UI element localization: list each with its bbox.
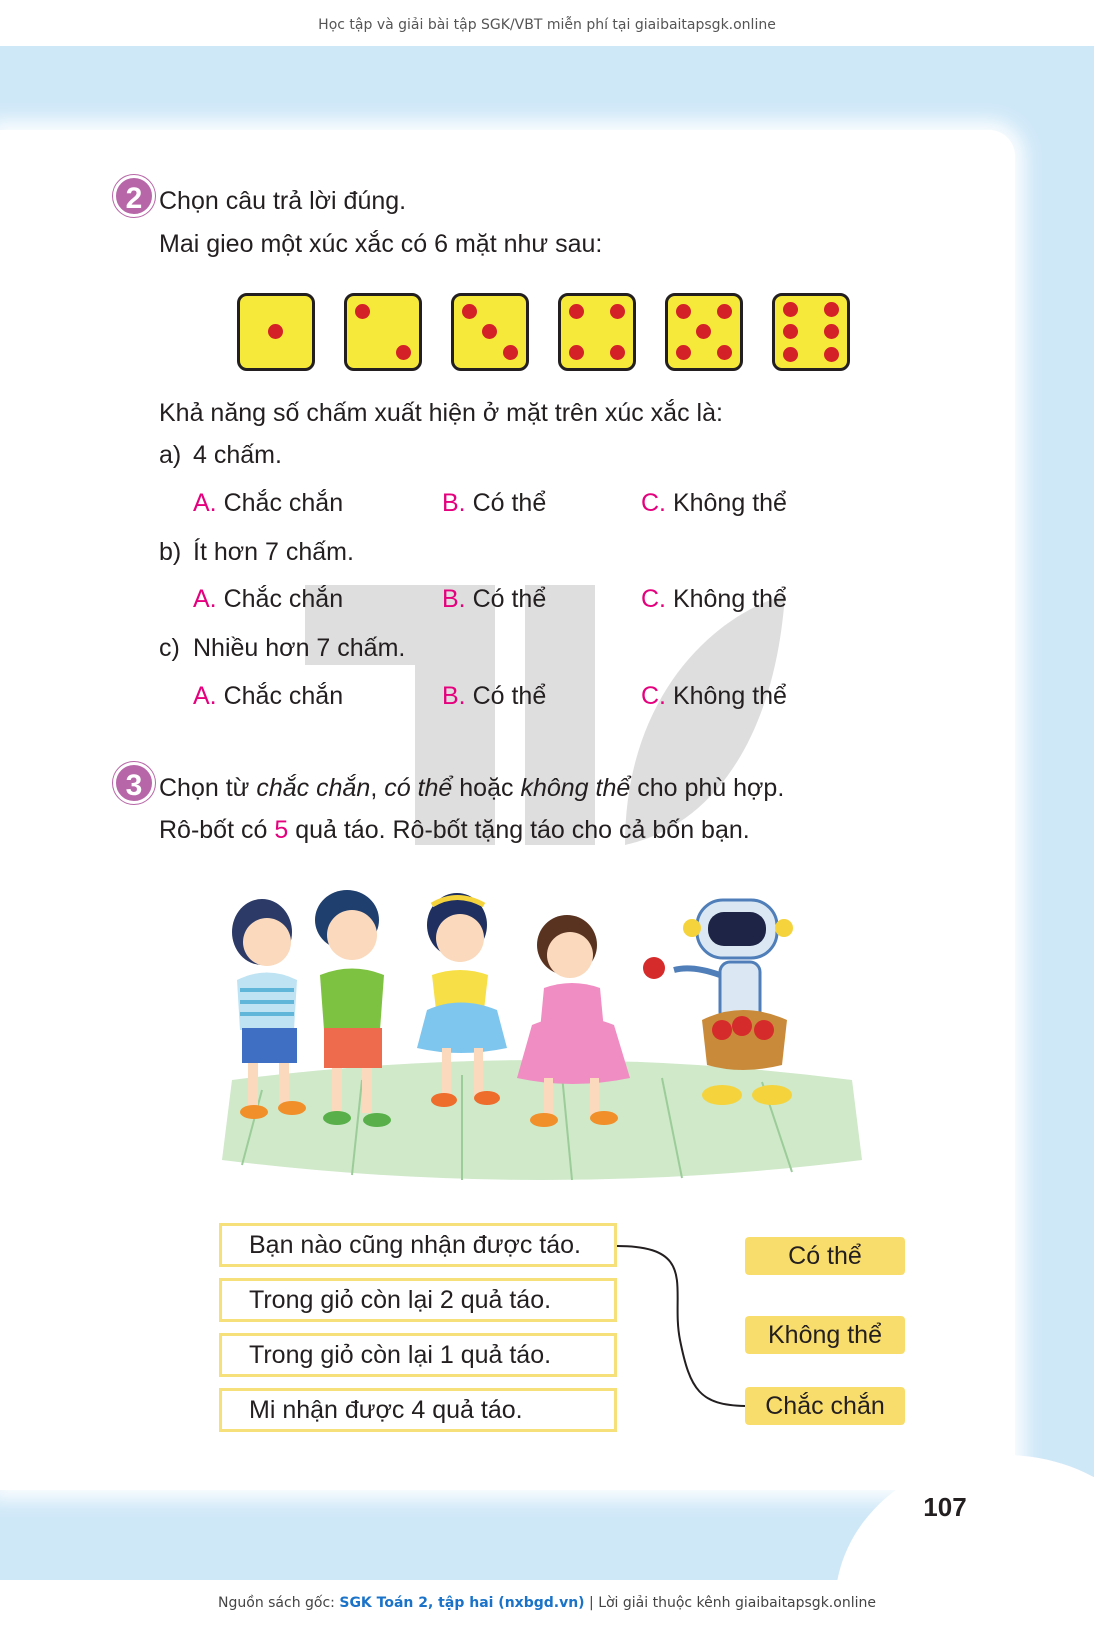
story-number: 5 xyxy=(274,816,289,844)
die-face-4 xyxy=(558,293,636,371)
option-key: C. xyxy=(641,682,666,710)
part-a-options xyxy=(0,487,1015,519)
part-c-options xyxy=(0,680,1015,712)
part-a-label: a) xyxy=(159,441,182,469)
option-key: B. xyxy=(442,489,466,517)
part-b-text: Ít hơn 7 chấm. xyxy=(193,538,354,566)
die-pip xyxy=(696,324,711,339)
option-b-a[interactable] xyxy=(193,583,343,615)
option-text: Không thể xyxy=(672,682,787,710)
option-text: Chắc chắn xyxy=(223,489,344,517)
die-face-3 xyxy=(451,293,529,371)
part-c-text: Nhiều hơn 7 chấm. xyxy=(193,634,406,662)
footer-suffix: | Lời giải thuộc kênh giaibaitapsgk.online xyxy=(584,1595,876,1611)
children-robot-illustration xyxy=(222,880,872,1180)
die-pip xyxy=(717,345,732,360)
die-pip xyxy=(824,302,839,317)
top-banner-text: Học tập và giải bài tập SGK/VBT miễn phí tại giaibaitapsgk.online xyxy=(318,17,776,33)
die-pip xyxy=(268,324,283,339)
tag-co-the[interactable]: Có thể xyxy=(745,1237,905,1275)
word-khong-the: không thể xyxy=(520,774,631,802)
die-pip xyxy=(355,304,370,319)
die-pip xyxy=(783,302,798,317)
footer-prefix: Nguồn sách gốc: xyxy=(218,1595,340,1611)
option-a-c[interactable] xyxy=(641,487,787,519)
part-a-text: 4 chấm. xyxy=(193,441,282,469)
sentence-box-3[interactable]: Trong giỏ còn lại 1 quả táo. xyxy=(219,1333,617,1377)
option-text: Chắc chắn xyxy=(223,585,344,613)
die-face-5 xyxy=(665,293,743,371)
option-text: Có thể xyxy=(472,682,547,710)
option-key: A. xyxy=(193,585,217,613)
story-before: Rô-bốt có xyxy=(159,816,275,844)
die-pip xyxy=(676,304,691,319)
option-key: C. xyxy=(641,489,666,517)
die-pip xyxy=(717,304,732,319)
option-c-c[interactable] xyxy=(641,680,787,712)
die-pip xyxy=(482,324,497,339)
option-key: B. xyxy=(442,585,466,613)
exercise-2-question: Khả năng số chấm xuất hiện ở mặt trên xúc xắc là: xyxy=(159,399,723,427)
instr-before: Chọn từ xyxy=(159,774,257,802)
die-pip xyxy=(610,345,625,360)
die-pip xyxy=(824,347,839,362)
exercise-3-story xyxy=(159,815,750,845)
die-pip xyxy=(569,345,584,360)
die-pip xyxy=(610,304,625,319)
part-c-label: c) xyxy=(159,634,180,662)
die-pip xyxy=(503,345,518,360)
option-b-c[interactable] xyxy=(641,583,787,615)
die-pip xyxy=(462,304,477,319)
sentence-box-1[interactable]: Bạn nào cũng nhận được táo. xyxy=(219,1223,617,1267)
option-key: B. xyxy=(442,682,466,710)
option-text: Có thể xyxy=(472,585,547,613)
option-key: C. xyxy=(641,585,666,613)
option-key: A. xyxy=(193,489,217,517)
instr-sep2: hoặc xyxy=(452,774,521,802)
sentence-box-2[interactable]: Trong giỏ còn lại 2 quả táo. xyxy=(219,1278,617,1322)
part-b-label: b) xyxy=(159,538,182,566)
exercise-3-instruction xyxy=(159,773,784,803)
word-chac-chan: chắc chắn xyxy=(256,774,371,802)
word-co-the: có thể xyxy=(384,774,453,802)
bottom-banner xyxy=(0,1580,1094,1626)
part-b-options xyxy=(0,583,1015,615)
instr-sep1: , xyxy=(370,774,385,802)
tag-khong-the[interactable]: Không thể xyxy=(745,1316,905,1354)
page-number: 107 xyxy=(923,1492,967,1522)
exercise-2-title: Chọn câu trả lời đúng. xyxy=(159,187,407,215)
die-face-1 xyxy=(237,293,315,371)
exercise-2-badge: 2 xyxy=(113,175,155,217)
option-text: Chắc chắn xyxy=(223,682,344,710)
sentence-box-4[interactable]: Mi nhận được 4 quả táo. xyxy=(219,1388,617,1432)
option-c-b[interactable] xyxy=(442,680,546,712)
footer-source-link[interactable]: SGK Toán 2, tập hai (nxbgd.vn) xyxy=(339,1595,585,1611)
die-face-2 xyxy=(344,293,422,371)
option-a-b[interactable] xyxy=(442,487,546,519)
exercise-2-intro: Mai gieo một xúc xắc có 6 mặt như sau: xyxy=(159,230,603,258)
option-c-a[interactable] xyxy=(193,680,343,712)
option-text: Không thể xyxy=(672,585,787,613)
top-banner xyxy=(0,0,1094,46)
die-face-6 xyxy=(772,293,850,371)
die-pip xyxy=(783,347,798,362)
option-text: Không thể xyxy=(672,489,787,517)
die-pip xyxy=(396,345,411,360)
instr-after: cho phù hợp. xyxy=(630,774,785,802)
option-key: A. xyxy=(193,682,217,710)
exercise-3-badge: 3 xyxy=(113,762,155,804)
die-pip xyxy=(569,304,584,319)
die-pip xyxy=(783,324,798,339)
option-b-b[interactable] xyxy=(442,583,546,615)
die-pip xyxy=(824,324,839,339)
story-after: quả táo. Rô-bốt tặng táo cho cả bốn bạn. xyxy=(288,816,750,844)
option-text: Có thể xyxy=(472,489,547,517)
tag-chac-chan[interactable]: Chắc chắn xyxy=(745,1387,905,1425)
die-pip xyxy=(676,345,691,360)
option-a-a[interactable] xyxy=(193,487,343,519)
